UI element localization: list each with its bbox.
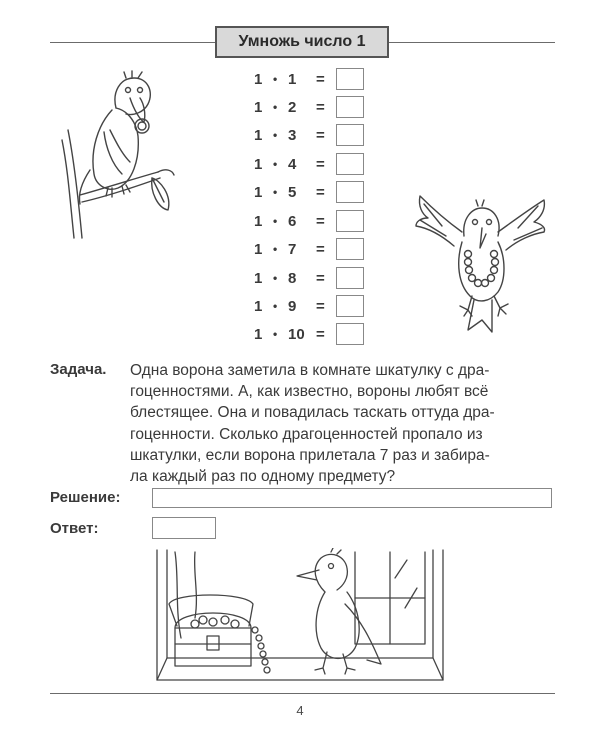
header-rule-left bbox=[50, 42, 215, 43]
page-number: 4 bbox=[296, 703, 304, 718]
multiplier: 1 bbox=[254, 127, 263, 144]
answer-field[interactable] bbox=[152, 517, 216, 539]
multiplicand: 7 bbox=[288, 241, 297, 258]
answer-box[interactable] bbox=[336, 267, 364, 289]
multiply-sign: • bbox=[273, 185, 278, 199]
equals-sign: = bbox=[316, 241, 325, 258]
answer-box[interactable] bbox=[336, 181, 364, 203]
solution-label: Решение: bbox=[50, 489, 121, 506]
multiply-sign: • bbox=[273, 327, 278, 341]
task-line: гоценностями. А, как известно, вороны любят всё bbox=[130, 383, 489, 401]
multiplier: 1 bbox=[254, 213, 263, 230]
answer-label: Ответ: bbox=[50, 520, 99, 537]
multiplicand: 8 bbox=[288, 270, 297, 287]
multiplier: 1 bbox=[254, 184, 263, 201]
multiplicand: 9 bbox=[288, 298, 297, 315]
equals-sign: = bbox=[316, 326, 325, 343]
task-line: шкатулки, если ворона прилетала 7 раз и забира- bbox=[130, 446, 490, 464]
multiplier: 1 bbox=[254, 298, 263, 315]
multiply-sign: • bbox=[273, 72, 278, 86]
multiplier: 1 bbox=[254, 71, 263, 88]
answer-box[interactable] bbox=[336, 238, 364, 260]
crow-on-branch-illustration bbox=[60, 70, 190, 240]
exercise-row bbox=[254, 181, 374, 205]
exercise-row bbox=[254, 124, 374, 148]
multiplier: 1 bbox=[254, 99, 263, 116]
header-rule-right bbox=[389, 42, 555, 43]
answer-box[interactable] bbox=[336, 323, 364, 345]
exercise-row bbox=[254, 323, 374, 347]
multiplicand: 10 bbox=[288, 326, 305, 343]
multiplicand: 4 bbox=[288, 156, 297, 173]
multiply-sign: • bbox=[273, 100, 278, 114]
equals-sign: = bbox=[316, 127, 325, 144]
exercise-row bbox=[254, 295, 374, 319]
flying-crow-illustration bbox=[412, 192, 552, 342]
multiplier: 1 bbox=[254, 326, 263, 343]
solution-field[interactable] bbox=[152, 488, 552, 508]
task-label: Задача. bbox=[50, 361, 107, 378]
equals-sign: = bbox=[316, 99, 325, 116]
multiplier: 1 bbox=[254, 241, 263, 258]
answer-box[interactable] bbox=[336, 124, 364, 146]
footer-rule bbox=[50, 693, 555, 694]
task-line: гоценности. Сколько драгоценностей пропало из bbox=[130, 425, 483, 443]
answer-box[interactable] bbox=[336, 153, 364, 175]
equals-sign: = bbox=[316, 156, 325, 173]
multiplicand: 1 bbox=[288, 71, 297, 88]
exercise-row bbox=[254, 68, 374, 92]
multiply-sign: • bbox=[273, 242, 278, 256]
exercise-row bbox=[254, 238, 374, 262]
equals-sign: = bbox=[316, 184, 325, 201]
multiplicand: 5 bbox=[288, 184, 297, 201]
multiply-sign: • bbox=[273, 271, 278, 285]
page-title: Умножь число 1 bbox=[215, 26, 389, 58]
equals-sign: = bbox=[316, 298, 325, 315]
answer-box[interactable] bbox=[336, 96, 364, 118]
multiplier: 1 bbox=[254, 156, 263, 173]
task-text bbox=[130, 360, 570, 487]
multiply-sign: • bbox=[273, 157, 278, 171]
multiplier: 1 bbox=[254, 270, 263, 287]
answer-box[interactable] bbox=[336, 210, 364, 232]
exercise-row bbox=[254, 267, 374, 291]
task-line: блестящее. Она и повадилась таскать оттуда дра- bbox=[130, 404, 495, 422]
task-line: Одна ворона заметила в комнате шкатулку с дра- bbox=[130, 362, 490, 379]
exercise-row bbox=[254, 210, 374, 234]
answer-box[interactable] bbox=[336, 295, 364, 317]
task-line: ла каждый раз по одному предмету? bbox=[130, 468, 396, 486]
answer-box[interactable] bbox=[336, 68, 364, 90]
equals-sign: = bbox=[316, 71, 325, 88]
crow-with-chest-illustration bbox=[155, 548, 445, 682]
exercise-row bbox=[254, 96, 374, 120]
multiplicand: 3 bbox=[288, 127, 297, 144]
multiply-sign: • bbox=[273, 128, 278, 142]
equals-sign: = bbox=[316, 270, 325, 287]
equals-sign: = bbox=[316, 213, 325, 230]
multiply-sign: • bbox=[273, 214, 278, 228]
multiplicand: 2 bbox=[288, 99, 297, 116]
exercise-row bbox=[254, 153, 374, 177]
multiplicand: 6 bbox=[288, 213, 297, 230]
multiply-sign: • bbox=[273, 299, 278, 313]
